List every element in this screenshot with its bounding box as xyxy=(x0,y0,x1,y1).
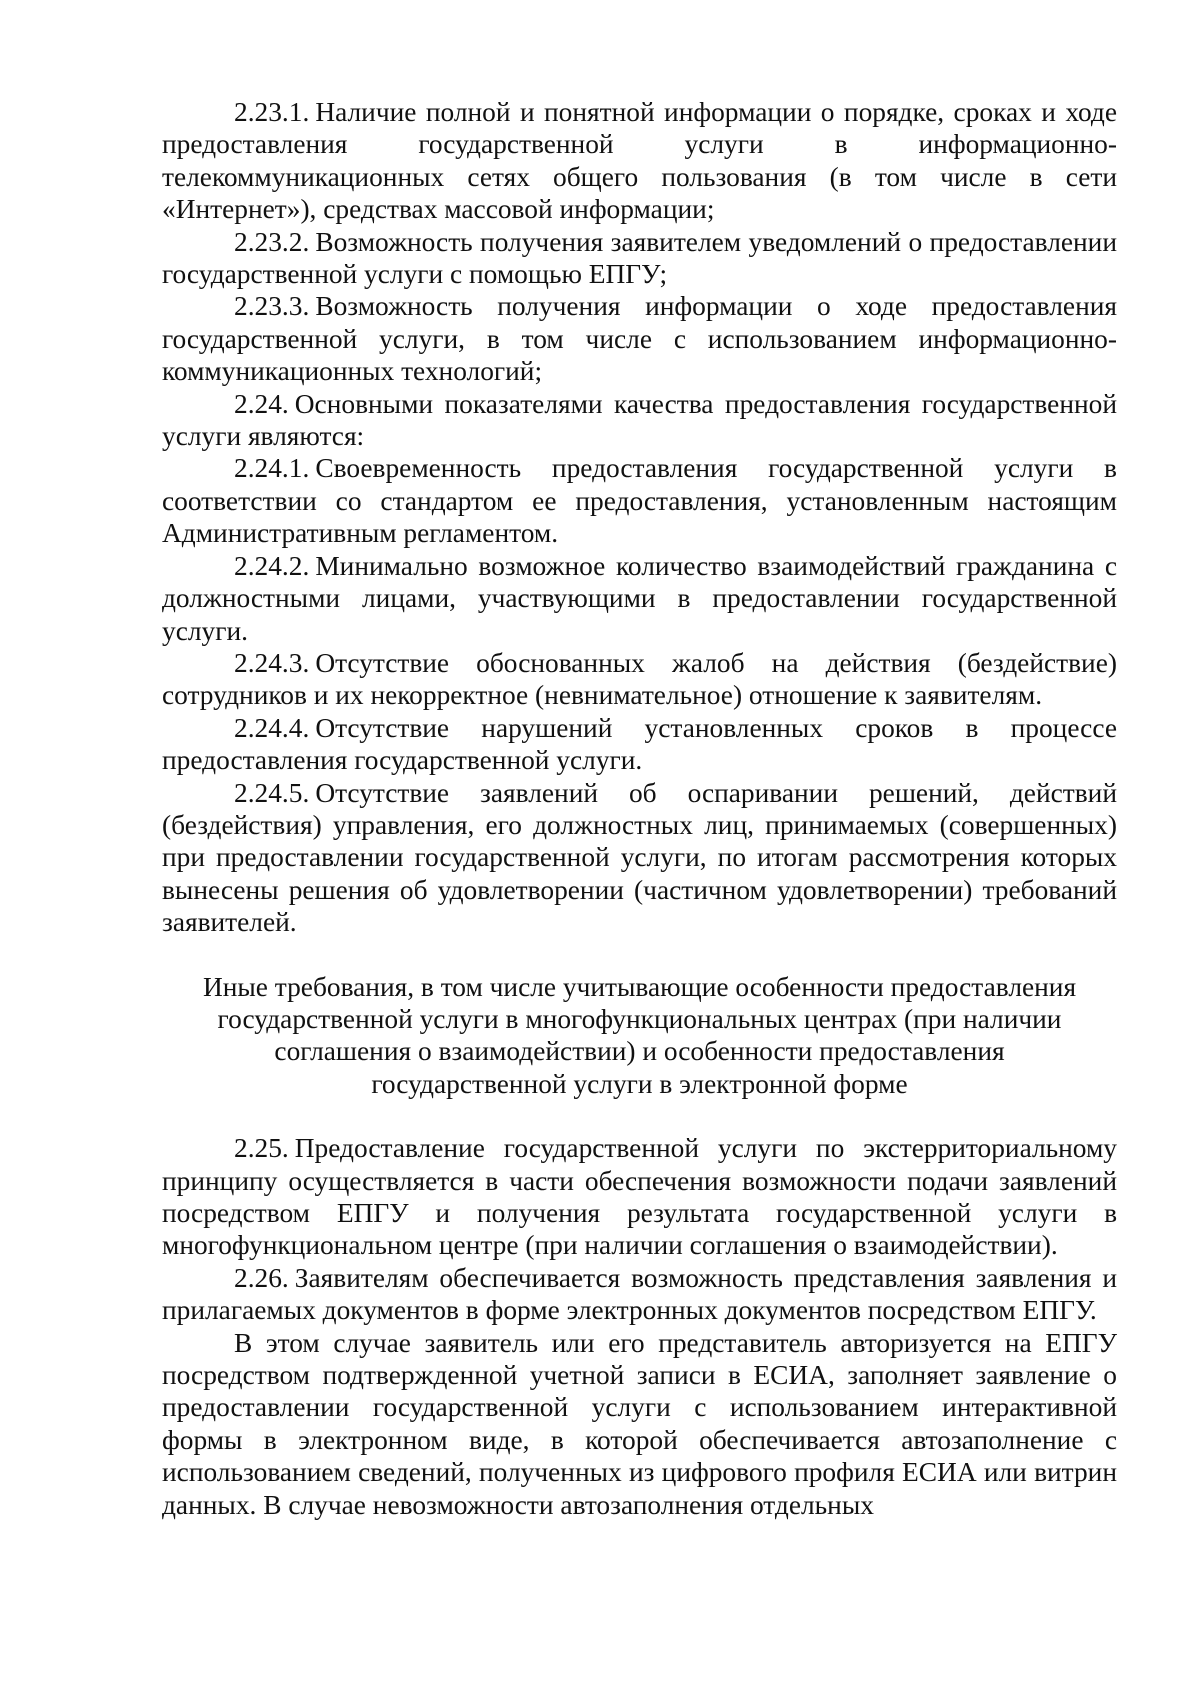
paragraph-number: 2.24.1. xyxy=(234,453,310,484)
paragraph-text: Заявителям обеспечивается возможность представления заявления и прилагаемых документов в форме электронных документов посредством ЕПГУ. xyxy=(162,1262,1117,1326)
section-heading-line: соглашения о взаимодействии) и особенности предоставления xyxy=(274,1036,1005,1067)
paragraph-text: Возможность получения заявителем уведомлений о предоставлении государственной услуги с помощью ЕПГУ; xyxy=(162,226,1117,290)
paragraph-number: 2.24. xyxy=(234,388,289,419)
paragraph-2-23-3 xyxy=(162,290,1117,387)
paragraph-2-23-1 xyxy=(162,96,1117,226)
paragraph-number: 2.23.2. xyxy=(234,226,310,257)
paragraph-2-24-2 xyxy=(162,550,1117,647)
paragraph-number: 2.23.1. xyxy=(234,97,310,127)
paragraph-2-24-4 xyxy=(162,712,1117,777)
paragraph-text: В этом случае заявитель или его представитель авторизуется на ЕПГУ посредством подтвержденной учетной записи в ЕСИА, заполняет заявление о предоставлении государственной услуги с использованием интерактивной формы в электронном виде, в которой обеспечивается автозаполнение с использованием сведений, полученных из цифрового профиля ЕСИА или витрин данных. В случае невозможности автозаполнения отдельных xyxy=(162,1327,1117,1520)
paragraph-2-24-5 xyxy=(162,777,1117,939)
section-heading-line: государственной услуги в электронной форме xyxy=(371,1068,908,1099)
paragraph-2-23-2 xyxy=(162,226,1117,291)
paragraph-text: Отсутствие заявлений об оспаривании решений, действий (бездействия) управления, его должностных лиц, принимаемых (совершенных) при предоставлении государственной услуги, по итогам рассмотрения которых вынесены решения об удовлетворении (частичном удовлетворении) требований заявителей. xyxy=(162,777,1117,938)
paragraph-esia-authorization xyxy=(162,1327,1117,1521)
paragraph-2-24 xyxy=(162,388,1117,453)
paragraph-text: Наличие полной и понятной информации о порядке, сроках и ходе предоставления государственной услуги в информационно-телекоммуникационных сетях общего пользования (в том числе в сети «Интернет»), средствах массовой информации; xyxy=(162,97,1117,225)
document-page xyxy=(162,96,1117,1521)
section-heading-line: государственной услуги в многофункциональных центрах (при наличии xyxy=(217,1003,1062,1034)
paragraph-2-24-1 xyxy=(162,452,1117,549)
paragraph-number: 2.24.3. xyxy=(234,647,310,678)
paragraph-2-26 xyxy=(162,1262,1117,1327)
section-heading-line: Иные требования, в том числе учитывающие особенности предоставления xyxy=(202,971,1077,1002)
paragraph-2-25 xyxy=(162,1132,1117,1262)
section-heading xyxy=(162,971,1117,1101)
paragraph-number: 2.26. xyxy=(234,1262,289,1293)
paragraph-text: Основными показателями качества предоставления государственной услуги являются: xyxy=(162,388,1117,452)
paragraph-text: Отсутствие нарушений установленных сроков в процессе предоставления государственной услуги. xyxy=(162,712,1117,776)
paragraph-text: Своевременность предоставления государственной услуги в соответствии со стандартом ее предоставления, установленным настоящим Административным регламентом. xyxy=(162,453,1117,549)
paragraph-text: Возможность получения информации о ходе предоставления государственной услуги, в том числе с использованием информационно-коммуникационных технологий; xyxy=(162,291,1117,387)
paragraph-number: 2.24.2. xyxy=(234,550,310,581)
paragraph-number: 2.24.5. xyxy=(234,777,310,808)
paragraph-text: Минимально возможное количество взаимодействий гражданина с должностными лицами, участвующими в предоставлении государственной услуги. xyxy=(162,550,1117,646)
paragraph-text: Предоставление государственной услуги по экстерриториальному принципу осуществляется в части обеспечения возможности подачи заявлений посредством ЕПГУ и получения результата государственной услуги в многофункциональном центре (при наличии соглашения о взаимодействии). xyxy=(162,1133,1117,1261)
paragraph-text: Отсутствие обоснованных жалоб на действия (бездействие) сотрудников и их некорректное (невнимательное) отношение к заявителям. xyxy=(162,647,1117,711)
paragraph-number: 2.24.4. xyxy=(234,712,310,743)
paragraph-2-24-3 xyxy=(162,647,1117,712)
paragraph-number: 2.23.3. xyxy=(234,291,310,322)
paragraph-number: 2.25. xyxy=(234,1133,289,1164)
